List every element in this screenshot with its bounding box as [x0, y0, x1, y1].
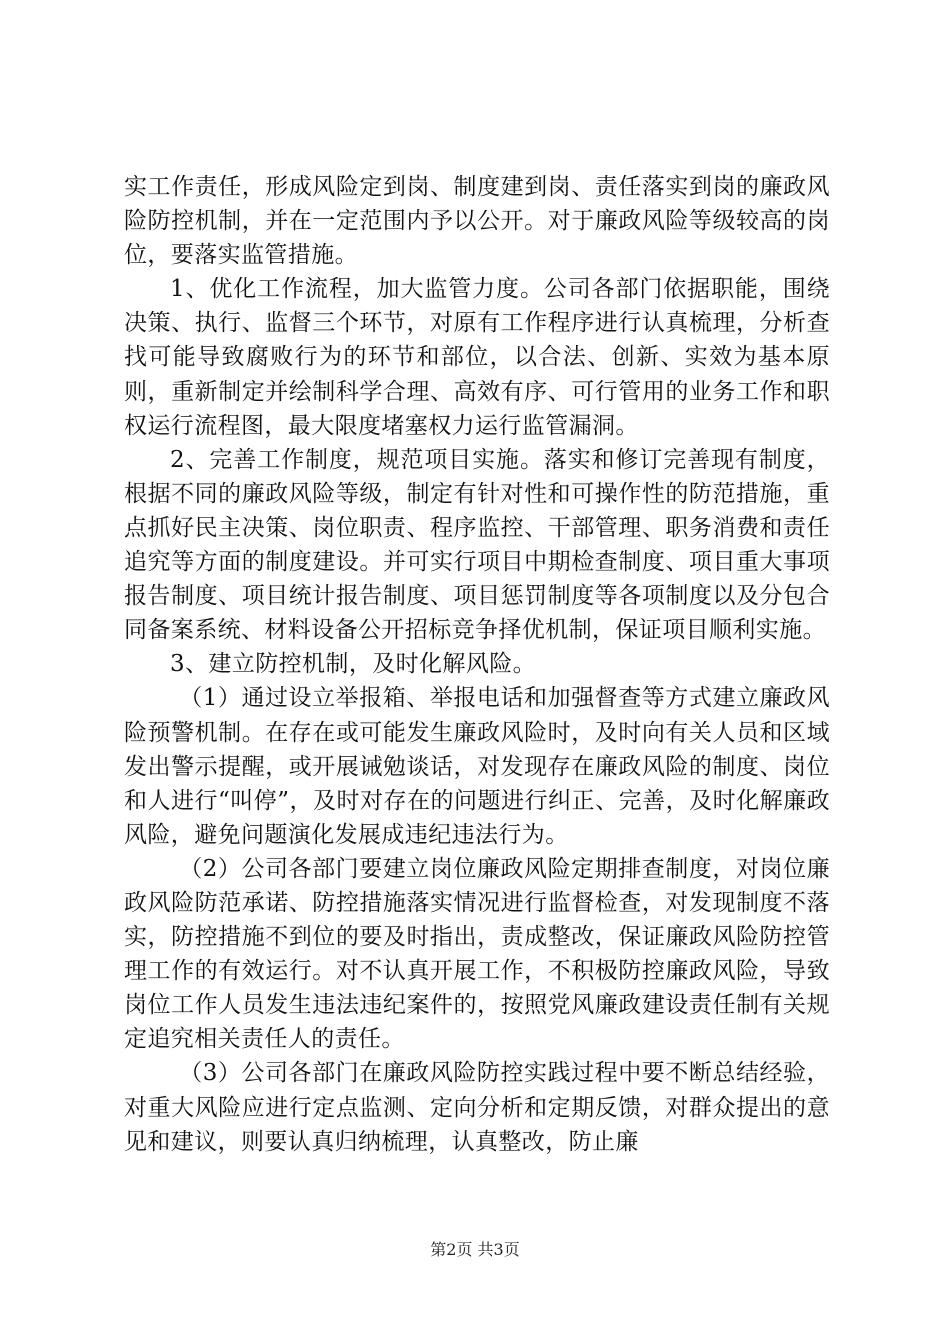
paragraph-item-3: 3、建立防控机制，及时化解风险。 — [170, 651, 537, 678]
page-number-footer: 第2页 共3页 — [430, 1240, 520, 1259]
paragraph-subitem-1: （1）通过设立举报箱、举报电话和加强督查等方式建立廉政风险预警机制。在存在或可能发生廉政风险时，及时向有关人员和区域发出警示提醒，或开展诫勉谈话，对发现存在廉政风险的制度、岗位和人进行“叫停”，及时对存在的问题进行纠正、完善，及时化解廉政风险，避免问题演化发展成违纪违法行为。 — [124, 685, 830, 848]
paragraph-continuation: 实工作责任，形成风险定到岗、制度建到岗、责任落实到岗的廉政风险防控机制，并在一定范围内予以公开。对于廉政风险等级较高的岗位，要落实监管措施。 — [124, 174, 830, 269]
paragraph-item-2: 2、完善工作制度，规范项目实施。落实和修订完善现有制度，根据不同的廉政风险等级，制定有针对性和可操作性的防范措施，重点抓好民主决策、岗位职责、程序监控、干部管理、职务消费和责任追究等方面的制度建设。并可实行项目中期检查制度、项目重大事项报告制度、项目统计报告制度、项目惩罚制度等各项制度以及分包合同备案系统、材料设备公开招标竞争择优机制，保证项目顺利实施。 — [124, 446, 830, 644]
document-body — [124, 170, 830, 1159]
paragraph-item-1: 1、优化工作流程，加大监管力度。公司各部门依据职能，围绕决策、执行、监督三个环节，对原有工作程序进行认真梳理，分析查找可能导致腐败行为的环节和部位，以合法、创新、实效为基本原则，重新制定并绘制科学合理、高效有序、可行管用的业务工作和职权运行流程图，最大限度堵塞权力运行监管漏洞。 — [124, 276, 830, 439]
paragraph-subitem-2: （2）公司各部门要建立岗位廉政风险定期排查制度，对岗位廉政风险防范承诺、防控措施落实情况进行监督检查，对发现制度不落实，防控措施不到位的要及时指出，责成整改，保证廉政风险防控管理工作的有效运行。对不认真开展工作，不积极防控廉政风险，导致岗位工作人员发生违法违纪案件的，按照党风廉政建设责任制有关规定追究相关责任人的责任。 — [124, 855, 830, 1053]
paragraph-subitem-3: （3）公司各部门在廉政风险防控实践过程中要不断总结经验，对重大风险应进行定点监测、定向分析和定期反馈，对群众提出的意见和建议，则要认真归纳梳理，认真整改，防止廉 — [124, 1060, 830, 1155]
